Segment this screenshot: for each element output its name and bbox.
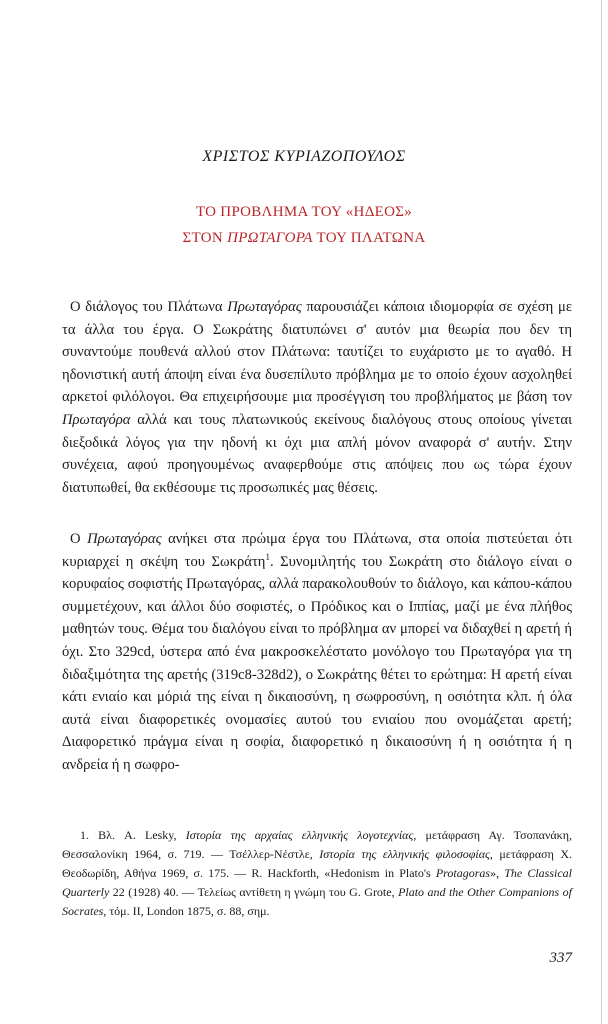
body-text: παρουσιάζει κάποια ιδιομορφία σε σχέση με τα άλλα του έργα. Ο Σωκράτης διατυπώνει σ' αυτόν μια θεωρία που δεν τη συναντούμε πουθενά αλλού στον Πλάτωνα: ταυτίζει το ευχάριστο με το αγαθό. Η ηδονιστική αυτή άποψη είναι ένα δυσεπίλυτο πρόβλημα με το οποίο έχουν ασχοληθεί αρκετοί φιλόλογοι. Θα επιχειρήσουμε μια προσέγγιση του προβλήματος με βάση τον [62,299,573,406]
title-text: ΣΤΟΝ [182,230,228,246]
author-name: ΧΡΙΣΤΟΣ ΚΥΡΙΑΖΟΠΟΥΛΟΣ [202,148,406,165]
footnote-1 [62,826,572,921]
work-title: Πρωταγόρα [62,411,131,428]
title-text: ΤΟΥ ΠΛΑΤΩΝΑ [312,230,426,246]
body-text: Ο διάλογος του Πλάτωνα [70,299,228,315]
footnote-marker: 1 [265,551,270,562]
footnote-title: Plato and the Other Companions of Socrates [62,885,572,918]
body-text: . Συνομιλητής του Σωκράτη στο διάλογο είναι ο κορυφαίος σοφιστής Πρωταγόρας, αλλά παρακολουθούν το διάλογο, και κάπου-κάπου συμμετέχουν, και άλλοι δύο σοφιστές, ο Πρόδικος και ο Ιππίας, μαζί με ένα πλήθος μαθητών τους. Θέμα του διαλόγου είναι το πρόβλημα αν μπορεί να διδαχθεί η αρετή ή όχι. Στο 329cd, ύστερα από ένα μακροσκελέστατο μονόλογο του Πρωταγόρα για τη διδαξιμότητα της αρετής (319c8-328d2), ο Σωκράτης θέτει το ερώτημα: Η αρετή είναι κάτι ενιαίο και μόριά της είναι η δικαιοσύνη, η σωφροσύνη, η οσιότητα κλπ. ή όλα αυτά είναι διαφορετικές ονομασίες αυτού του ενιαίου που ονομάζεται αρετή; Διαφορετικό πράγμα είναι η σοφία, διαφορετικό η δικαιοσύνη ή η οσιότητα ή η ανδρεία ή η σωφρο- [62,553,572,773]
footnote-text: , μετάφραση Χ. Θεοδωρίδη, Αθήνα 1969, σ. 175. — R. Hackforth, «Hedonism in Plato's [62,847,572,880]
footnote-text: 22 (1928) 40. — Τελείως αντίθετη η γνώμη του G. Grote, [109,885,399,899]
footnote-title: Ιστορία της ελληνικής φιλοσοφίας [319,847,490,861]
footnote-title: The Classical Quarterly [62,866,573,899]
footnote-title: Protagoras [435,866,491,880]
body-text: ανήκει στα πρώιμα έργα του Πλάτωνα, στα οποία πιστεύεται ότι κυριαρχεί η σκέψη του Σωκράτη [62,531,572,570]
paragraph-1 [62,296,572,499]
work-title: Πρωταγόρας [87,531,162,547]
footnote-text: , μετάφραση Αγ. Τσοπανάκη, Θεσσαλονίκη 1964, σ. 719. — Τσέλλερ-Νέστλε, [62,828,572,861]
body-text: Ο [70,531,88,547]
footnote-text: , τόμ. II, London 1875, σ. 88, σημ. [103,904,270,918]
article-title-line-2 [0,230,608,247]
title-work-name: ΠΡΩΤΑΓΟΡΑ [227,230,313,246]
article-title-line-1: ΤΟ ΠΡΟΒΛΗΜΑ ΤΟΥ «ΗΔΕΟΣ» [195,204,413,220]
footnote-text: 1. Βλ. A. Lesky, [80,828,186,842]
body-text: αλλά και τους πλατωνικούς εκείνους διαλόγους στους οποίους γίνεται διεξοδικά λόγος για την ηδονή κι όχι μια απλή μόνον αναφορά σ' αυτήν. Στην συνέχεια, αφού προηγουμένως αναφερθούμε στις απόψεις που ως τώρα έχουν διατυπωθεί, θα εκθέσουμε τις προσωπικές μας θέσεις. [62,411,572,496]
footnote-title: Ιστορία της αρχαίας ελληνικής λογοτεχνίας [185,828,414,842]
footnote-text: », [490,866,505,880]
page-number: 337 [549,950,572,966]
work-title: Πρωταγόρας [227,299,302,315]
paragraph-2 [62,528,572,777]
